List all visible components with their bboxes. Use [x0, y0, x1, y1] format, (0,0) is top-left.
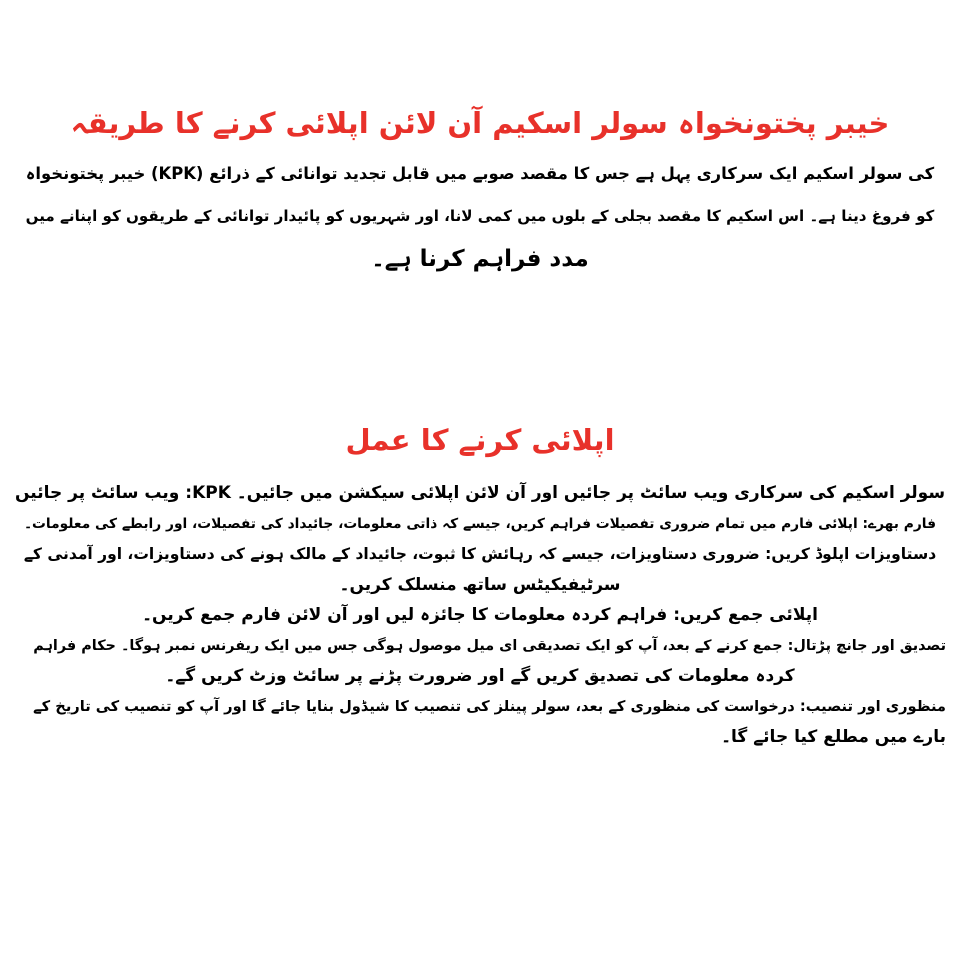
intro-line: کی سولر اسکیم ایک سرکاری پہل ہے جس کا مقصد صوبے میں قابل تجدید توانائی کے ذرائع (KPK) خیبر پختونخواہ: [25, 164, 935, 183]
step-upload-documents: دستاویزات اپلوڈ کریں: ضروری دستاویزات، جیسے کہ رہائش کا ثبوت، جائیداد کے مالک ہونے کی دستاویزات، اور آمدنی کے: [23, 545, 937, 563]
step-approval: منظوری اور تنصیب: درخواست کی منظوری کے بعد، سولر پینلز کی تنصیب کا شیڈول بنایا جائے گا اور آپ کو تنصیب کی تاریخ کے: [33, 697, 946, 715]
step-verification-cont: کردہ معلومات کی تصدیق کریں گے اور ضرورت پڑنے پر سائٹ وزٹ کریں گے۔: [165, 666, 795, 686]
steps-list: [14, 478, 946, 753]
intro-paragraph: [16, 152, 944, 281]
intro-line: مدد فراہم کرنا ہے۔: [371, 246, 589, 272]
step-fill-form: فارم بھرے: اپلائی فارم میں تمام ضروری تفصیلات فراہم کریں، جیسے کہ ذاتی معلومات، جائیداد کی تفصیلات، اور رابطے کی معلومات۔: [23, 515, 937, 532]
article-title: خیبر پختونخواہ سولر اسکیم آن لائن اپلائی کرنے کا طریقہ: [70, 106, 890, 140]
step-approval-cont: بارے میں مطلع کیا جائے گا۔: [721, 727, 946, 747]
intro-line: کو فروغ دینا ہے۔ اس اسکیم کا مقصد بجلی کے بلوں میں کمی لانا، اور شہریوں کو پائیدار توانائی کے طریقوں کو اپنانے میں: [25, 207, 935, 225]
step-verification: تصدیق اور جانچ پڑتال: جمع کرنے کے بعد، آپ کو ایک تصدیقی ای میل موصول ہوگی جس میں ایک ریفرنس نمبر ہوگا۔ حکام فراہم: [33, 637, 946, 654]
step-submit: اپلائی جمع کریں: فراہم کردہ معلومات کا جائزہ لیں اور آن لائن فارم جمع کریں۔: [142, 605, 818, 625]
step-upload-documents-cont: سرٹیفیکیٹس ساتھ منسلک کریں۔: [339, 574, 621, 595]
section-title: اپلائی کرنے کا عمل: [345, 423, 615, 457]
step-visit-website: سولر اسکیم کی سرکاری ویب سائٹ پر جائیں اور آن لائن اپلائی سیکشن میں جائیں۔ KPK: ویب سائٹ پر جائیں: [14, 483, 946, 503]
